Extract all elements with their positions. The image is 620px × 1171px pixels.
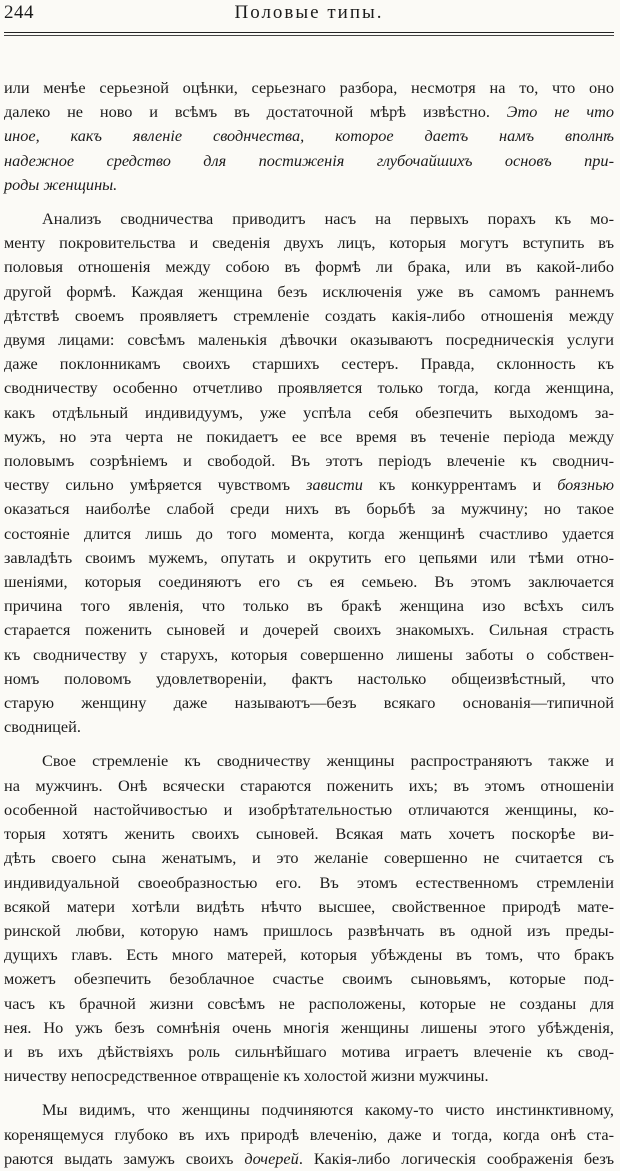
line-text: честву сильно умѣряется чувствомъ bbox=[4, 475, 307, 495]
line-text: нея. Но ужъ безъ сомнѣнія очень многія женщины лишены этого убѣжденія, bbox=[4, 1017, 614, 1037]
paragraph bbox=[4, 207, 614, 739]
italic-text: иное, какъ явленіе своднчества, которое даетъ намъ вполнѣ bbox=[4, 126, 614, 146]
line-text: двумя лицами: совсѣмъ маленькія дѣвочки оказываютъ посредническія услуги bbox=[4, 330, 614, 350]
text-line bbox=[4, 100, 614, 124]
text-line bbox=[4, 1147, 614, 1171]
header-rule-lower bbox=[4, 35, 614, 36]
running-title: Половые типы. bbox=[234, 2, 384, 23]
text-line bbox=[4, 497, 614, 521]
text-line bbox=[4, 352, 614, 376]
text-line bbox=[4, 255, 614, 279]
line-text: даже поклонникамъ своихъ старшихъ сестеръ. Правда, склонность къ bbox=[4, 354, 614, 374]
line-text: завладѣть своимъ мужемъ, опутать и окрутить его цепьями или тѣми отно- bbox=[4, 547, 614, 567]
line-text: ринской любви, которую намъ пришлось развѣнчать въ одной изъ преды- bbox=[4, 920, 614, 940]
text-line bbox=[4, 376, 614, 400]
italic-text: роды женщины. bbox=[4, 174, 118, 194]
line-text: оказаться наиболѣе слабой среди нихъ въ борьбѣ за мужчину; но такое bbox=[4, 499, 614, 519]
paragraph bbox=[4, 749, 614, 1088]
text-line bbox=[4, 570, 614, 594]
page-header bbox=[4, 0, 614, 24]
line-text: можетъ обезпечить безоблачное счастье своимъ сыновьямъ, которые под- bbox=[4, 969, 614, 989]
line-text: особенной настойчивостью и изобрѣтательностью отличаются женщины, ко- bbox=[4, 799, 614, 819]
paragraph bbox=[4, 1098, 614, 1171]
text-line bbox=[4, 304, 614, 328]
text-line bbox=[4, 522, 614, 546]
italic-text: зависти bbox=[306, 475, 363, 495]
text-line bbox=[4, 401, 614, 425]
line-text: другой формѣ. Каждая женщина безъ исключенія уже въ самомъ раннемъ bbox=[4, 281, 614, 301]
line-text: коренящемуся глубоко въ ихъ природѣ влеченію, даже и тогда, когда онѣ ста- bbox=[4, 1124, 614, 1144]
line-text: менту покровительства и сведенія двухъ лицъ, которыя могутъ вступить въ bbox=[4, 233, 614, 253]
text-line bbox=[4, 546, 614, 570]
line-text: состояніе длится лишь до того момента, когда женщинѣ счастливо удается bbox=[4, 523, 614, 543]
line-text: къ сводничеству у старухъ, которыя совершенно лишены заботы о собствен- bbox=[4, 644, 614, 664]
line-text: причина того явленія, что только въ бракѣ женщина изо всѣхъ силъ bbox=[4, 596, 614, 616]
line-text: или менѣе серьезной оцѣнки, серьезнаго разбора, несмотря на то, что оно bbox=[4, 78, 614, 97]
text-line bbox=[4, 919, 614, 943]
text-line bbox=[4, 667, 614, 691]
italic-text: боязнью bbox=[557, 475, 614, 495]
line-text: къ конкуррентамъ и bbox=[362, 475, 558, 495]
line-text: старую женщину даже называютъ—безъ всякаго основанія—типичной bbox=[4, 693, 614, 713]
text-line bbox=[4, 749, 614, 773]
text-line bbox=[4, 149, 614, 173]
text-line bbox=[4, 449, 614, 473]
text-line bbox=[4, 895, 614, 919]
line-text: . Какія-либо логическія соображенія безъ bbox=[298, 1148, 614, 1168]
text-line bbox=[4, 798, 614, 822]
line-text: Свое стремленіе къ сводничеству женщины распространяютъ также и bbox=[42, 751, 614, 771]
line-text: всякой матери хотѣли видѣть нѣчто высшее, свойственное природѣ мате- bbox=[4, 896, 614, 916]
line-text: половымъ созрѣніемъ и свободой. Въ этотъ періодъ влеченіе къ своднич- bbox=[4, 451, 614, 471]
body-text bbox=[4, 76, 614, 1171]
page-number: 244 bbox=[4, 2, 34, 23]
line-text: дѣтствѣ своемъ проявляетъ стремленіе создать какія-либо отношенія между bbox=[4, 305, 614, 325]
line-text: далеко не ново и всѣмъ въ достаточной мѣрѣ извѣстно. bbox=[4, 102, 507, 122]
text-line bbox=[4, 124, 614, 148]
text-line bbox=[4, 328, 614, 352]
line-text: дѣть своего сына женатымъ, и это желаніе совершенно не считается съ bbox=[4, 848, 614, 868]
text-line bbox=[4, 173, 614, 197]
line-text: какъ отдѣльный индивидуумъ, уже успѣла себя обезпечить выходомъ за- bbox=[4, 402, 614, 422]
header-rule bbox=[4, 32, 614, 33]
line-text: сводницей. bbox=[4, 717, 81, 737]
line-text: сводничеству особенно отчетливо проявляется только тогда, когда женщина, bbox=[4, 378, 614, 398]
text-line bbox=[4, 280, 614, 304]
text-line bbox=[4, 1064, 614, 1088]
italic-text: надежное средство для постиженія глубочайшихъ основъ при- bbox=[4, 150, 614, 170]
text-line bbox=[4, 691, 614, 715]
line-text: на мужчинъ. Онѣ всячески стараются поженить ихъ; въ этомъ отношеніи bbox=[4, 775, 614, 795]
line-text: Мы видимъ, что женщины подчиняются какому-то чисто инстинктивному, bbox=[42, 1100, 614, 1120]
text-line bbox=[4, 715, 614, 739]
paragraph bbox=[4, 76, 614, 197]
text-line bbox=[4, 871, 614, 895]
line-text: шеніями, которыя соединяютъ его съ ея семьею. Въ этомъ заключается bbox=[4, 572, 614, 592]
line-text: старается поженить сыновей и дочерей своихъ знакомыхъ. Сильная страсть bbox=[4, 620, 614, 640]
text-line bbox=[4, 618, 614, 642]
text-line bbox=[4, 1040, 614, 1064]
text-line bbox=[4, 774, 614, 798]
line-text: мужъ, но эта черта не покидаетъ ее все время въ теченіе періода между bbox=[4, 426, 614, 446]
line-text: раются выдать замужъ своихъ bbox=[4, 1148, 245, 1168]
italic-text: Это не что bbox=[506, 102, 615, 122]
text-line bbox=[4, 822, 614, 846]
text-line bbox=[4, 207, 614, 231]
text-line bbox=[4, 594, 614, 618]
line-text: и въ ихъ дѣйствіяхъ роль сильнѣйшаго мотива играетъ влеченіе къ свод- bbox=[4, 1041, 614, 1061]
text-line bbox=[4, 425, 614, 449]
line-text: номъ половомъ удовлетвореніи, фактъ настолько общеизвѣстный, что bbox=[4, 668, 614, 688]
line-text: ничеству непосредственное отвращеніе къ холостой жизни мужчины. bbox=[4, 1066, 489, 1086]
line-text: дущихъ главъ. Есть много матерей, которыя убѣждены въ томъ, что бракъ bbox=[4, 945, 614, 965]
line-text: индивидуальной своеобразностью его. Въ этомъ естественномъ стремленіи bbox=[4, 872, 614, 892]
text-line bbox=[4, 1098, 614, 1122]
text-line bbox=[4, 1016, 614, 1040]
text-line bbox=[4, 231, 614, 255]
text-line bbox=[4, 643, 614, 667]
italic-text: дочерей bbox=[244, 1148, 299, 1168]
text-line bbox=[4, 76, 614, 100]
line-text: торыя хотятъ женить своихъ сыновей. Всякая мать хочетъ поскорѣе ви- bbox=[4, 824, 614, 844]
text-line bbox=[4, 1123, 614, 1147]
text-line bbox=[4, 846, 614, 870]
line-text: часъ къ брачной жизни совсѣмъ не расположены, которые не созданы для bbox=[4, 993, 614, 1013]
text-line bbox=[4, 943, 614, 967]
line-text: Анализъ сводничества приводитъ насъ на первыхъ порахъ къ мо- bbox=[42, 209, 614, 229]
text-line bbox=[4, 992, 614, 1016]
line-text: половыя отношенія между собою въ формѣ ли брака, или въ какой-либо bbox=[4, 257, 614, 277]
text-line bbox=[4, 473, 614, 497]
text-line bbox=[4, 967, 614, 991]
